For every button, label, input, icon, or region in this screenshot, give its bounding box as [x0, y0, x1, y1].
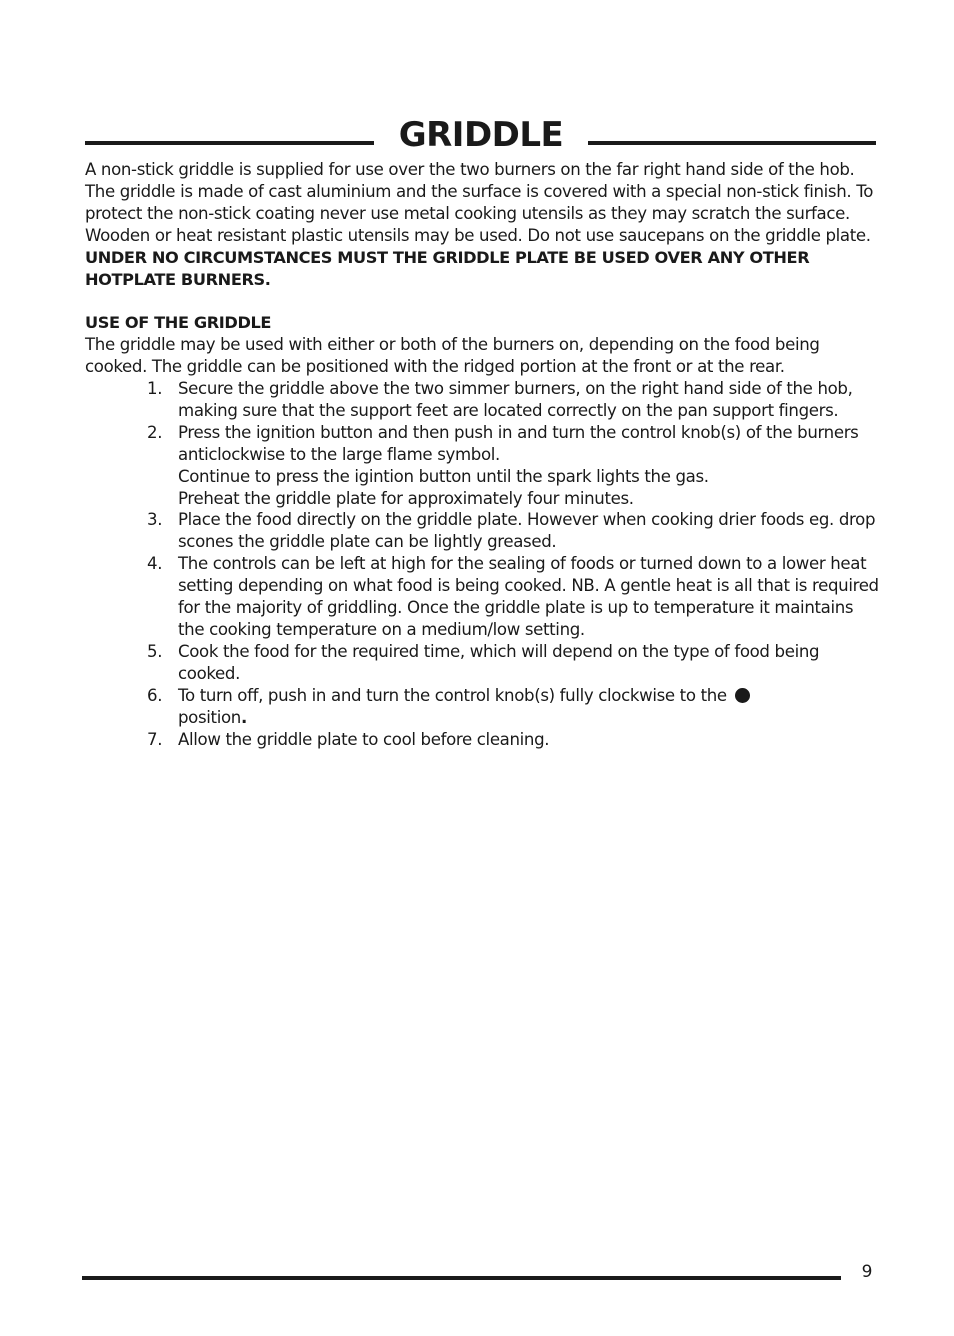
step-text: Place the food directly on the griddle plate. However when cooking drier foods eg. drop scones the griddle plate can be lightly greased.	[178, 510, 876, 552]
step-text-continued: Continue to press the igintion button until the spark lights the gas.	[178, 466, 709, 486]
step-number: 5.	[147, 641, 163, 661]
footer-rule	[82, 1276, 841, 1280]
step-text: The controls can be left at high for the sealing of foods or turned down to a lower heat setting depending on what food is being cooked. NB. A gentle heat is all that is required for the majority of griddling. Once the griddle plate is up to temperature it maintains the cooking temperature on a medium/low setting.	[178, 554, 879, 640]
step-number: 2.	[147, 422, 163, 442]
step-text: Allow the griddle plate to cool before cleaning.	[178, 729, 550, 749]
step-number: 3.	[147, 510, 163, 530]
step-end-mark: .	[240, 707, 247, 727]
step-item	[85, 553, 880, 641]
steps-list	[85, 378, 880, 750]
step-text-before-icon: To turn off, push in and turn the control knob(s) fully clockwise to the	[178, 685, 727, 705]
step-item	[85, 378, 880, 422]
step-item	[85, 509, 880, 553]
section-intro: The griddle may be used with either or both of the burners on, depending on the food being cooked. The griddle can be positioned with the ridged portion at the front or at the rear.	[85, 335, 820, 377]
step-item	[85, 422, 880, 510]
step-number: 7.	[147, 729, 163, 749]
step-text-after-icon: position	[178, 707, 241, 727]
step-number: 6.	[147, 685, 163, 705]
page-content	[85, 159, 880, 750]
warning-paragraph: UNDER NO CIRCUMSTANCES MUST THE GRIDDLE PLATE BE USED OVER ANY OTHER HOTPLATE BURNERS.	[85, 247, 810, 289]
page-number: 9	[861, 1262, 873, 1282]
step-item	[85, 685, 880, 729]
step-text: Cook the food for the required time, which will depend on the type of food being cooked.	[178, 641, 820, 683]
section-spacer	[85, 290, 880, 312]
intro-paragraph: A non-stick griddle is supplied for use over the two burners on the far right hand side of the hob. The griddle is made of cast aluminium and the surface is covered with a special non-stick finish. To protect the non-stick coating never use metal cooking utensils as they may scratch the surface. Wooden or heat resistant plastic utensils may be used. Do not use saucepans on the griddle plate.	[85, 160, 873, 245]
step-text: Secure the griddle above the two simmer burners, on the right hand side of the hob, making sure that the support feet are located correctly on the pan support fingers.	[178, 379, 853, 420]
step-number: 1.	[147, 379, 163, 399]
step-item	[85, 641, 880, 685]
off-position-dot-icon	[735, 688, 750, 703]
step-number: 4.	[147, 554, 163, 574]
title-rule-right	[588, 141, 876, 145]
step-text-continued: Preheat the griddle plate for approximately four minutes.	[178, 488, 634, 508]
title-rule-left	[85, 141, 374, 145]
section-heading: USE OF THE GRIDDLE	[85, 313, 272, 333]
step-text: Press the ignition button and then push in and turn the control knob(s) of the burners anticlockwise to the large flame symbol.	[178, 422, 859, 464]
step-text	[178, 685, 880, 729]
step-item	[85, 729, 880, 751]
title-bar	[85, 112, 876, 158]
page-title: GRIDDLE	[398, 115, 564, 155]
